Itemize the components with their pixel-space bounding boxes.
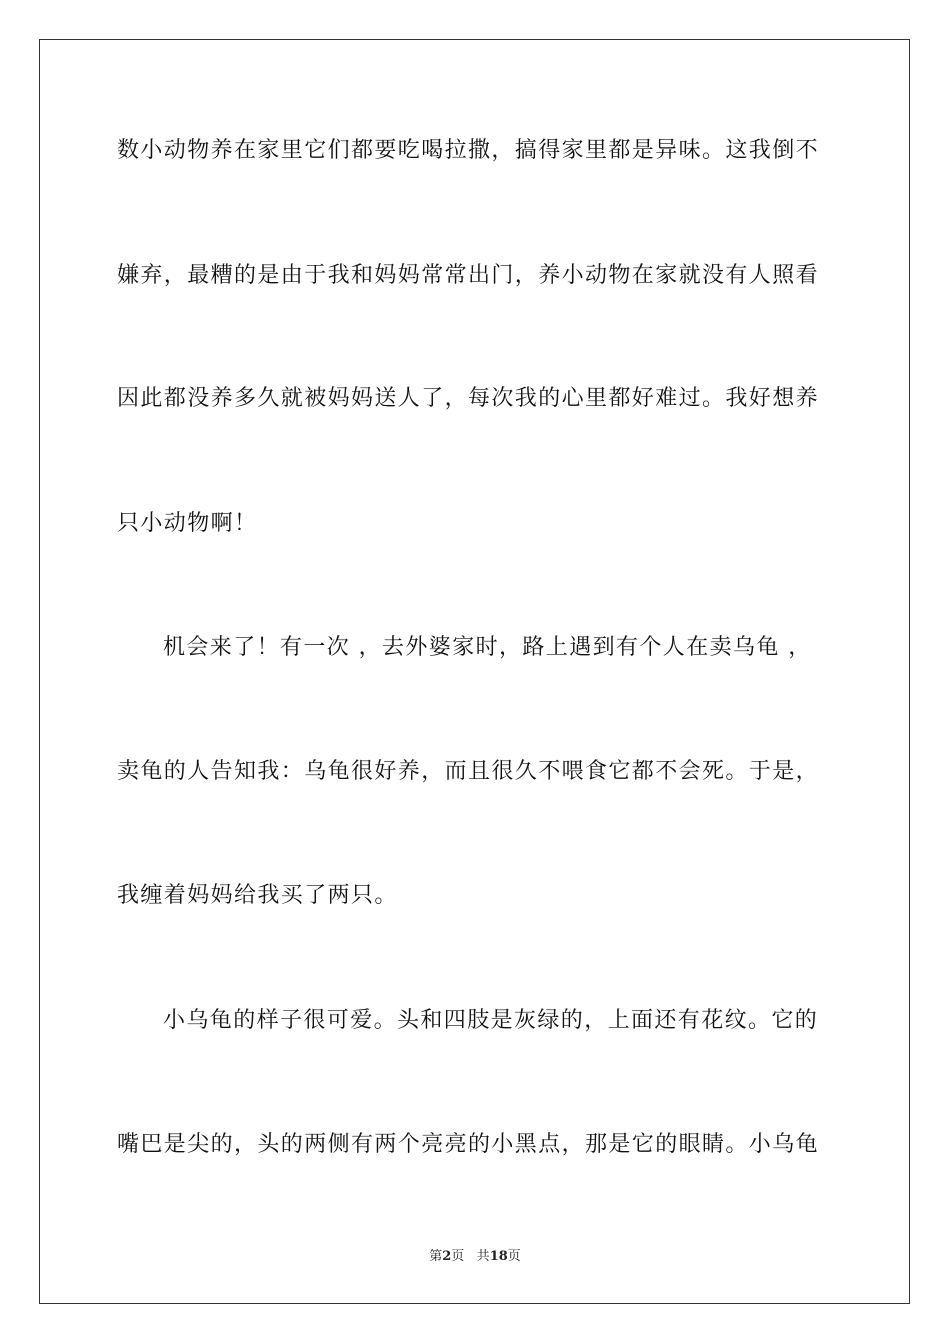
- text-line-4: 只小动物啊！: [117, 511, 258, 536]
- footer-total-pages: 18: [489, 1249, 508, 1264]
- page-border: [39, 39, 910, 1304]
- footer-total-suffix: 页: [507, 1249, 521, 1264]
- footer-page-suffix: 页: [451, 1249, 465, 1264]
- text-line-1: 数小动物养在家里它们都要吃喝拉撒，搞得家里都是异味。这我倒不: [117, 138, 820, 163]
- text-line-7: 我缠着妈妈给我买了两只。: [117, 883, 398, 908]
- footer-total-prefix: 共: [476, 1249, 490, 1264]
- text-line-5: 机会来了！有一次 ，去外婆家时，路上遇到有个人在卖乌龟 ，: [163, 635, 812, 660]
- text-line-6: 卖龟的人告知我：乌龟很好养，而且很久不喂食它都不会死。于是，: [117, 759, 820, 784]
- footer-page-number: 2: [442, 1249, 452, 1264]
- text-line-3: 因此都没养多久就被妈妈送人了，每次我的心里都好难过。我好想养: [117, 386, 820, 411]
- text-line-2: 嫌弃，最糟的是由于我和妈妈常常出门，养小动物在家就没有人照看: [117, 263, 820, 288]
- page-footer: [0, 1248, 950, 1266]
- text-line-9: 嘴巴是尖的，头的两侧有两个亮亮的小黑点，那是它的眼睛。小乌龟: [117, 1132, 820, 1157]
- text-line-8: 小乌龟的样子很可爱。头和四肢是灰绿的，上面还有花纹。它的: [163, 1008, 819, 1033]
- footer-page-prefix: 第: [429, 1249, 443, 1264]
